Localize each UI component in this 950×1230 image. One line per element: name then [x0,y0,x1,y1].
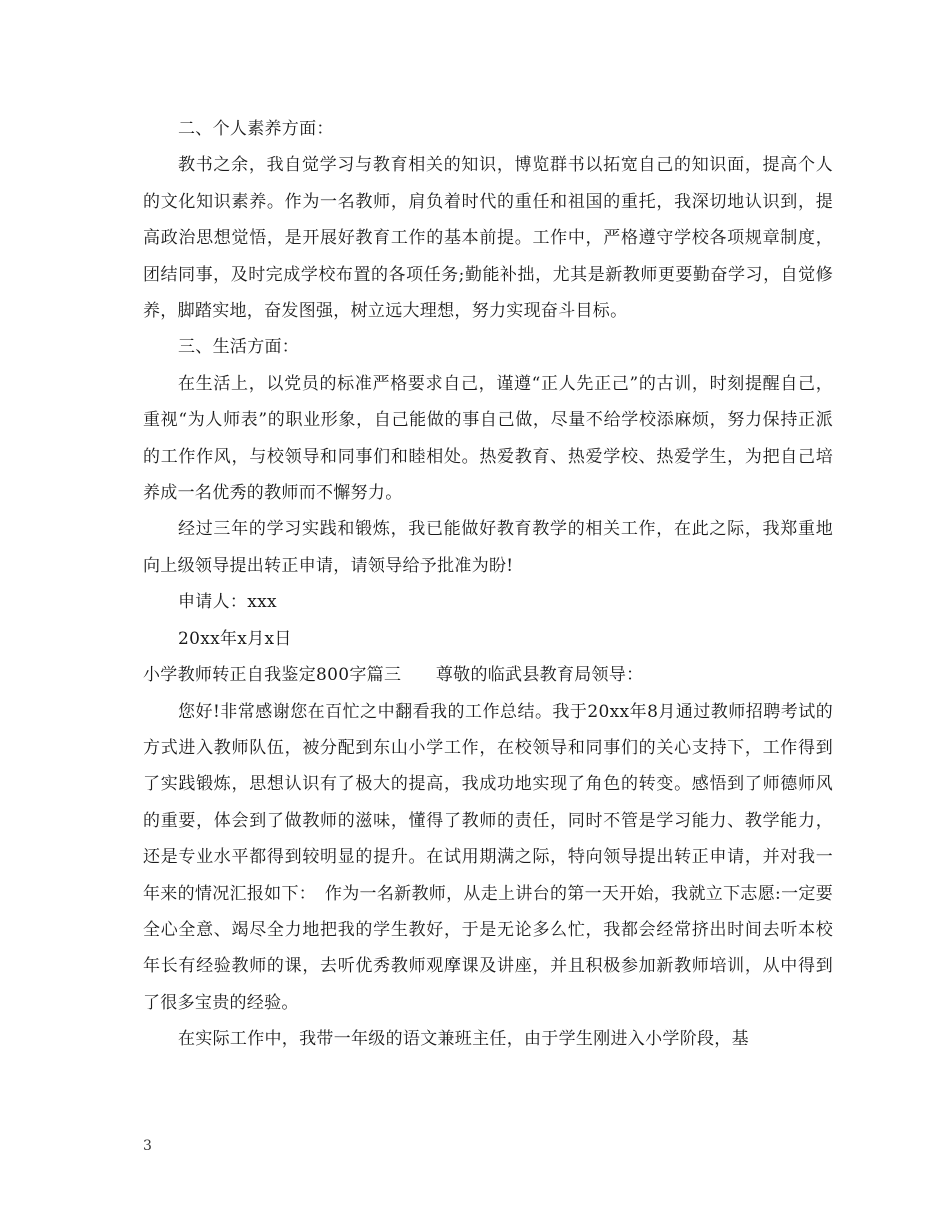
body-paragraph: 经过三年的学习实践和锻炼，我已能做好教育教学的相关工作，在此之际，我郑重地向上级领导提出转正申请，请领导给予批准为盼! [143,519,833,576]
date-line: 20xx年x月x日 [178,628,292,649]
section-heading-life: 三、生活方面： [178,337,300,358]
body-paragraph: 教书之余，我自觉学习与教育相关的知识，博览群书以拓宽自己的知识面，提高个人的文化知识素养。作为一名教师，肩负着时代的重任和祖国的重托，我深切地认识到，提高政治思想觉悟，是开展好教育工作的基本前提。工作中，严格遵守学校各项规章制度，团结同事，及时完成学校布置的各项任务;勤能补拙，尤其是新教师更要勤奋学习，自觉修养，脚踏实地，奋发图强，树立远大理想，努力实现奋斗目标。 [143,155,833,322]
body-paragraph: 您好!非常感谢您在百忙之中翻看我的工作总结。我于20xx年8月通过教师招聘考试的方式进入教师队伍，被分配到东山小学工作，在校领导和同事们的关心支持下，工作得到了实践锻炼，思想认识有了极大的提高，我成功地实现了角色的转变。感悟到了师德师风的重要，体会到了做教师的滋味，懂得了教师的责任，同时不管是学习能力、教学能力，还是专业水平都得到较明显的提升。在试用期满之际，特向领导提出转正申请，并对我一年来的情况汇报如下： 作为一名新教师，从走上讲台的第一天开始，我就立下志愿:一定要全心全意、竭尽全力地把我的学生教好，于是无论多么忙，我都会经常挤出时间去听本校年长有经验教师的课，去听优秀教师观摩课及讲座，并且积极参加新教师培训，从中得到了很多宝贵的经验。 [143,701,833,1013]
body-paragraph: 在生活上，以党员的标准严格要求自己，谨遵“正人先正己”的古训，时刻提醒自己，重视“为人师表”的职业形象，自己能做的事自己做，尽量不给学校添麻烦，努力保持正派的工作作风，与校领导和同事们和睦相处。热爱教育、热爱学校、热爱学生，为把自己培养成一名优秀的教师而不懈努力。 [143,373,833,504]
document-body [143,111,833,1058]
article-title-line: 小学教师转正自我鉴定800字篇三 尊敬的临武县教育局领导： [143,665,644,686]
section-heading-personal-quality: 二、个人素养方面： [178,119,334,139]
page-number: 3 [143,1138,152,1154]
body-paragraph: 在实际工作中，我带一年级的语文兼班主任，由于学生刚进入小学阶段，基 [178,1029,749,1050]
applicant-line: 申请人：xxx [178,592,277,613]
